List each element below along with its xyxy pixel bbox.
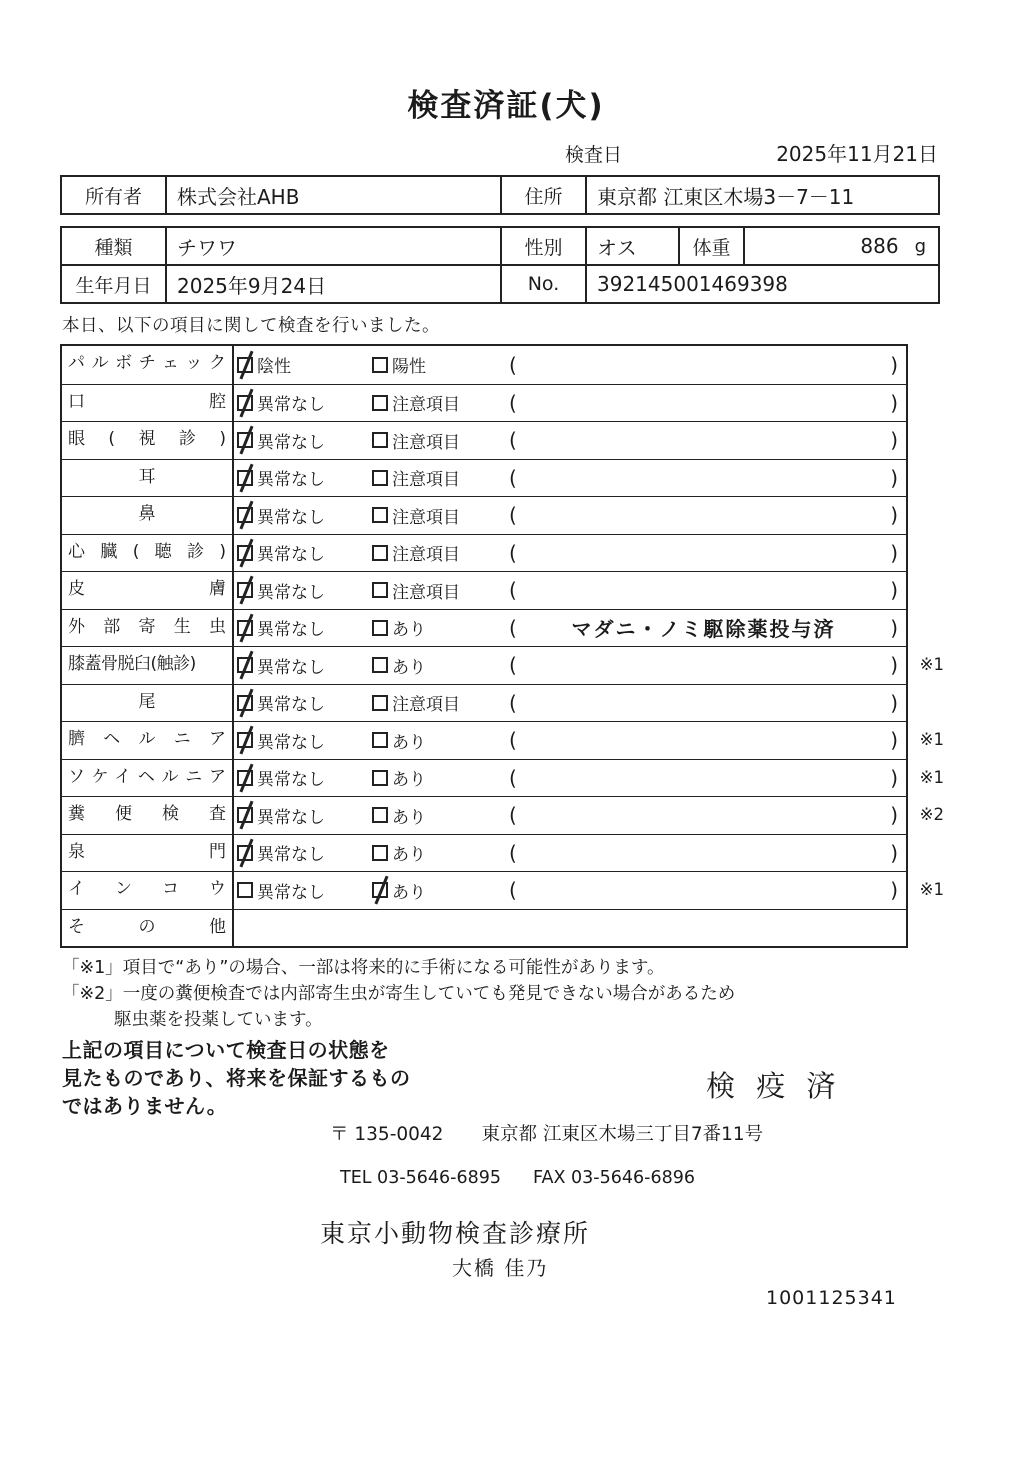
- option-2-label: 注意項目: [392, 545, 460, 566]
- checklist-row: [62, 721, 944, 759]
- option-1-label: 異常なし: [257, 882, 325, 903]
- option-1: [237, 428, 372, 453]
- checkbox-icon: [237, 395, 253, 411]
- option-2: [372, 653, 507, 678]
- exam-date-label: 検査日: [565, 144, 623, 166]
- close-paren: ): [890, 878, 898, 903]
- option-1-label: 異常なし: [257, 470, 325, 491]
- checkbox-icon: [237, 432, 253, 448]
- option-2-label: 注意項目: [392, 582, 460, 603]
- note-reference-mark: ※2: [919, 805, 944, 824]
- page-title: 検査済証(犬): [407, 88, 605, 124]
- close-paren: ): [890, 578, 898, 603]
- option-2-label: あり: [392, 657, 426, 678]
- checklist-row-label: 眼(視診): [62, 422, 234, 459]
- option-1: [237, 840, 372, 865]
- close-paren: ): [890, 540, 898, 565]
- sex-label: 性別: [500, 228, 585, 264]
- checklist-row: [62, 534, 906, 572]
- option-2-label: あり: [392, 620, 426, 641]
- checkbox-icon: [237, 770, 253, 786]
- postal-code: 〒 135-0042: [330, 1124, 444, 1145]
- tel-number: TEL 03-5646-6895: [340, 1168, 502, 1188]
- close-paren: ): [890, 465, 898, 490]
- option-2-label: 注意項目: [392, 395, 460, 416]
- close-paren: ): [890, 503, 898, 528]
- open-paren: (: [509, 690, 517, 715]
- checklist-row-label: 尾: [62, 685, 234, 722]
- examiner-name: 大橋 佳乃: [452, 1256, 549, 1280]
- option-1: [237, 540, 372, 565]
- checkbox-icon: [372, 845, 388, 861]
- checklist-row-label: 鼻: [62, 497, 234, 534]
- checklist-row-label: ソケイヘルニア: [62, 760, 234, 797]
- checklist-row: [62, 571, 906, 609]
- option-1-label: 異常なし: [257, 545, 325, 566]
- pet-row-2: [62, 264, 938, 302]
- checklist-row-content: [234, 872, 906, 909]
- option-2-label: あり: [392, 732, 426, 753]
- weight-value: 886: [860, 234, 899, 258]
- checklist-row: [62, 909, 906, 947]
- open-paren: (: [509, 428, 517, 453]
- option-1-label: 陰性: [257, 357, 291, 378]
- option-2: [372, 765, 507, 790]
- contact-line: [340, 1168, 695, 1188]
- option-1-label: 異常なし: [257, 620, 325, 641]
- checklist-row-label: その他: [62, 910, 234, 947]
- option-2: [372, 615, 507, 640]
- checkbox-icon: [372, 470, 388, 486]
- checklist-row: [62, 796, 944, 834]
- option-1-label: 異常なし: [257, 432, 325, 453]
- checkbox-icon: [237, 507, 253, 523]
- pet-row-1: [62, 228, 938, 264]
- open-paren: (: [509, 503, 517, 528]
- sex-value: オス: [585, 228, 678, 264]
- checklist-row: [62, 496, 906, 534]
- open-paren: (: [509, 465, 517, 490]
- option-1: [237, 765, 372, 790]
- checklist-row-content: [234, 722, 906, 759]
- close-paren: ): [890, 728, 898, 753]
- breed-value: チワワ: [165, 228, 500, 264]
- checklist-row-label: 外部寄生虫: [62, 610, 234, 647]
- checklist-row-content: [234, 797, 906, 834]
- checkbox-icon: [372, 395, 388, 411]
- checkbox-icon: [372, 357, 388, 373]
- open-paren: (: [509, 390, 517, 415]
- checklist-row-label: パルボチェック: [62, 346, 234, 384]
- checkbox-icon: [372, 807, 388, 823]
- checkbox-icon: [237, 695, 253, 711]
- clinic-name: 東京小動物検査診療所: [320, 1219, 591, 1248]
- option-1-label: 異常なし: [257, 732, 325, 753]
- close-paren: ): [890, 615, 898, 640]
- option-1-label: 異常なし: [257, 770, 325, 791]
- checklist-row-label: 皮膚: [62, 572, 234, 609]
- birth-value: 2025年9月24日: [165, 266, 500, 302]
- checklist-row-content: [234, 610, 906, 647]
- pet-table: [60, 226, 940, 304]
- footnote-2: 「※2」一度の糞便検査では内部寄生虫が寄生していても発見できない場合があるため: [62, 984, 736, 1004]
- checklist-row-content: [234, 422, 906, 459]
- option-2: [372, 540, 507, 565]
- option-1: [237, 615, 372, 640]
- clinic-address: 東京都 江東区木場三丁目7番11号: [481, 1124, 764, 1145]
- option-1: [237, 578, 372, 603]
- close-paren: ): [890, 765, 898, 790]
- checkbox-icon: [372, 582, 388, 598]
- open-paren: (: [509, 728, 517, 753]
- open-paren: (: [509, 540, 517, 565]
- option-1: [237, 390, 372, 415]
- checklist-row-content: [234, 835, 906, 872]
- option-2: [372, 803, 507, 828]
- checklist-row-label: 糞便検査: [62, 797, 234, 834]
- checklist-row-label: 耳: [62, 460, 234, 497]
- disclaimer-text: [62, 1036, 411, 1120]
- no-value: 392145001469398: [585, 266, 938, 302]
- option-1: [237, 352, 372, 377]
- note-reference-mark: ※1: [919, 767, 944, 787]
- open-paren: (: [509, 615, 517, 640]
- checkbox-icon: [237, 545, 253, 561]
- checklist-row-content: [234, 346, 906, 384]
- option-1-label: 異常なし: [257, 582, 325, 603]
- quarantine-passed-stamp: 検 疫 済: [706, 1069, 842, 1103]
- no-label: No.: [500, 266, 585, 302]
- document-number: 1001125341: [766, 1287, 897, 1309]
- option-2: [372, 503, 507, 528]
- option-1-label: 異常なし: [257, 657, 325, 678]
- option-1: [237, 503, 372, 528]
- footnotes: [62, 955, 735, 1033]
- checklist-row: [62, 684, 906, 722]
- footnote-1: 「※1」項目で“あり”の場合、一部は将来的に手術になる可能性があります。: [62, 958, 665, 978]
- option-2: [372, 352, 507, 377]
- option-2: [372, 878, 507, 903]
- option-2: [372, 465, 507, 490]
- owner-table: [60, 175, 940, 215]
- option-2: [372, 578, 507, 603]
- owner-row: [62, 177, 938, 213]
- checklist-row-content: [234, 572, 906, 609]
- checkbox-icon: [372, 432, 388, 448]
- checklist-row: [62, 646, 944, 684]
- option-2: [372, 690, 507, 715]
- option-2-label: 注意項目: [392, 470, 460, 491]
- close-paren: ): [890, 352, 898, 377]
- close-paren: ): [890, 390, 898, 415]
- checklist-row-content: [234, 910, 906, 947]
- clinic-address-line: [330, 1120, 763, 1146]
- open-paren: (: [509, 803, 517, 828]
- checklist-row: [62, 421, 906, 459]
- option-1-label: 異常なし: [257, 845, 325, 866]
- option-1-label: 異常なし: [257, 395, 325, 416]
- option-2-label: 陽性: [392, 357, 426, 378]
- checklist-row-content: [234, 460, 906, 497]
- checkbox-icon: [372, 545, 388, 561]
- weight-unit: g: [914, 235, 926, 257]
- checkbox-icon: [237, 882, 253, 898]
- option-2: [372, 840, 507, 865]
- checklist-table: [60, 344, 944, 948]
- option-1-label: 異常なし: [257, 695, 325, 716]
- option-1-label: 異常なし: [257, 807, 325, 828]
- close-paren: ): [890, 690, 898, 715]
- checklist-row: [62, 759, 944, 797]
- checkbox-icon: [237, 582, 253, 598]
- option-1: [237, 728, 372, 753]
- breed-label: 種類: [94, 236, 133, 259]
- fax-number: FAX 03-5646-6896: [533, 1168, 695, 1188]
- checklist-row-label: 臍ヘルニア: [62, 722, 234, 759]
- option-2: [372, 728, 507, 753]
- close-paren: ): [890, 803, 898, 828]
- open-paren: (: [509, 578, 517, 603]
- option-2: [372, 428, 507, 453]
- checkbox-icon: [372, 732, 388, 748]
- checklist-row-content: [234, 647, 906, 684]
- option-1: [237, 690, 372, 715]
- checklist-row-label: 膝蓋骨脱臼(触診): [62, 647, 234, 684]
- option-1: [237, 878, 372, 903]
- checklist-row: [62, 346, 906, 384]
- disclaimer-line-2: 見たものであり、将来を保証するもの: [62, 1066, 411, 1090]
- close-paren: ): [890, 653, 898, 678]
- close-paren: ): [890, 428, 898, 453]
- note-reference-mark: ※1: [919, 655, 944, 674]
- checklist-row-content: [234, 385, 906, 422]
- checkbox-icon: [237, 845, 253, 861]
- birth-label: 生年月日: [75, 274, 152, 297]
- weight-label: 体重: [678, 228, 743, 264]
- checkbox-icon: [372, 507, 388, 523]
- checkbox-icon: [237, 470, 253, 486]
- open-paren: (: [509, 352, 517, 377]
- checkbox-icon: [372, 770, 388, 786]
- owner-value: 株式会社AHB: [165, 177, 500, 213]
- intro-text: 本日、以下の項目に関して検査を行いました。: [62, 316, 440, 336]
- disclaimer-line-1: 上記の項目について検査日の状態を: [62, 1038, 390, 1062]
- note-reference-mark: ※1: [919, 880, 944, 899]
- checklist-row: [62, 871, 944, 909]
- checkbox-icon: [237, 807, 253, 823]
- checklist-row-content: [234, 535, 906, 572]
- owner-label: 所有者: [84, 185, 142, 208]
- checkbox-icon: [372, 882, 388, 898]
- checklist-row-label: 心臓(聴診): [62, 535, 234, 572]
- close-paren: ): [890, 840, 898, 865]
- note-reference-mark: ※1: [919, 730, 944, 749]
- checklist-row-content: [234, 760, 906, 797]
- option-2-label: 注意項目: [392, 507, 460, 528]
- checklist-row-label: 口腔: [62, 385, 234, 422]
- checklist-row: [62, 459, 906, 497]
- option-2-label: あり: [392, 770, 426, 791]
- option-2: [372, 390, 507, 415]
- option-1: [237, 803, 372, 828]
- open-paren: (: [509, 765, 517, 790]
- address-label: 住所: [500, 177, 585, 213]
- option-2-label: あり: [392, 882, 426, 903]
- checklist-row: [62, 834, 906, 872]
- checklist-row-content: [234, 685, 906, 722]
- open-paren: (: [509, 878, 517, 903]
- row-comment: マダニ・ノミ駆除薬投与済: [571, 617, 836, 642]
- option-1: [237, 653, 372, 678]
- option-1-label: 異常なし: [257, 507, 325, 528]
- checklist-row: [62, 384, 906, 422]
- option-2-label: 注意項目: [392, 695, 460, 716]
- checkbox-icon: [372, 695, 388, 711]
- address-value: 東京都 江東区木場3－7－11: [585, 177, 938, 213]
- checkbox-icon: [237, 657, 253, 673]
- checklist-row: [62, 609, 906, 647]
- checkbox-icon: [372, 620, 388, 636]
- open-paren: (: [509, 840, 517, 865]
- checkbox-icon: [237, 732, 253, 748]
- option-1: [237, 465, 372, 490]
- checkbox-icon: [237, 357, 253, 373]
- checklist-row-content: [234, 497, 906, 534]
- open-paren: (: [509, 653, 517, 678]
- checklist-row-label: 泉門: [62, 835, 234, 872]
- footnote-2-continued: 駆虫薬を投薬しています。: [114, 1010, 323, 1030]
- checkbox-icon: [372, 657, 388, 673]
- weight-value-cell: [743, 228, 938, 264]
- option-2-label: あり: [392, 845, 426, 866]
- option-2-label: 注意項目: [392, 432, 460, 453]
- checklist-row-label: インコウ: [62, 872, 234, 909]
- option-2-label: あり: [392, 807, 426, 828]
- exam-date-value: 2025年11月21日: [776, 142, 938, 166]
- checkbox-icon: [237, 620, 253, 636]
- disclaimer-line-3: ではありません。: [62, 1094, 228, 1118]
